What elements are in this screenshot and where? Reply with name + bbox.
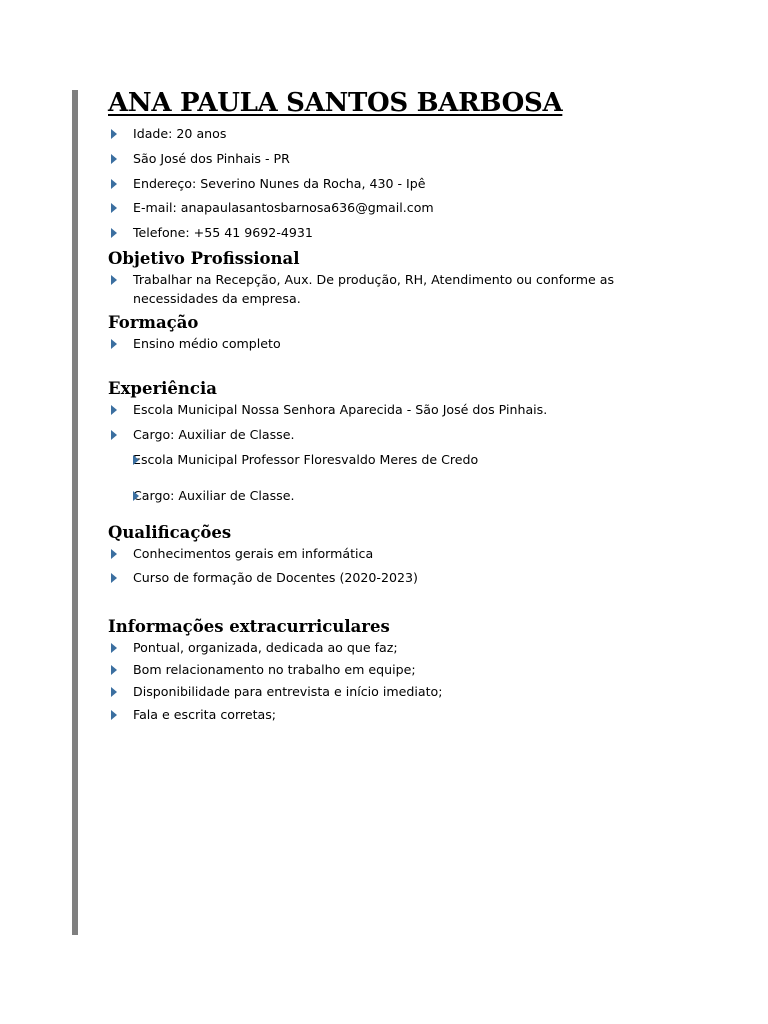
contact-city: São José dos Pinhais - PR (133, 150, 290, 166)
list-item (108, 705, 668, 724)
bullet-triangle-icon (133, 455, 139, 465)
experience-role: Cargo: Auxiliar de Classe. (133, 426, 295, 442)
left-accent-bar (72, 90, 78, 935)
bullet-triangle-icon (111, 710, 117, 720)
list-item (108, 270, 668, 308)
contact-address: Endereço: Severino Nunes da Rocha, 430 - Ipê (133, 175, 426, 191)
bullet-triangle-icon (111, 665, 117, 675)
objective-text: Trabalhar na Recepção, Aux. De produção, RH, Atendimento ou conforme as necessidades da empresa. (133, 271, 615, 306)
list-item (108, 682, 668, 701)
list-item (108, 149, 668, 168)
education-item: Ensino médio completo (133, 335, 281, 351)
bullet-triangle-icon (111, 129, 117, 139)
list-item (108, 638, 668, 657)
extracurricular-item: Bom relacionamento no trabalho em equipe; (133, 662, 416, 678)
bullet-triangle-icon (111, 275, 117, 285)
bullet-triangle-icon (111, 687, 117, 697)
extracurricular-item: Disponibilidade para entrevista e início imediato; (133, 684, 443, 700)
extracurricular-list (108, 638, 668, 724)
extracurricular-item: Pontual, organizada, dedicada ao que faz; (133, 639, 398, 655)
section-title-experience: Experiência (108, 378, 217, 398)
bullet-triangle-icon (111, 405, 117, 415)
list-item (108, 400, 668, 419)
qualification-item: Curso de formação de Docentes (2020-2023) (133, 569, 418, 585)
education-list (108, 334, 668, 353)
bullet-triangle-icon (111, 549, 117, 559)
bullet-triangle-icon (111, 643, 117, 653)
list-item (108, 544, 668, 563)
contact-list (108, 124, 668, 242)
experience-employer: Escola Municipal Professor Floresvaldo Meres de Credo (133, 451, 479, 467)
objective-list (108, 270, 668, 308)
experience-list (108, 400, 668, 444)
bullet-triangle-icon (111, 573, 117, 583)
bullet-triangle-icon (111, 203, 117, 213)
section-title-extracurricular: Informações extracurriculares (108, 616, 390, 636)
experience-employer: Escola Municipal Nossa Senhora Aparecida - São José dos Pinhais. (133, 401, 548, 417)
list-item (108, 486, 668, 505)
qualification-item: Conhecimentos gerais em informática (133, 545, 374, 561)
list-item (108, 568, 668, 587)
list-item (108, 660, 668, 679)
list-item (108, 124, 668, 143)
list-item (108, 223, 668, 242)
extracurricular-item: Fala e escrita corretas; (133, 706, 277, 722)
section-title-education: Formação (108, 312, 199, 332)
section-title-qualifications: Qualificações (108, 522, 232, 542)
contact-phone: Telefone: +55 41 9692-4931 (133, 225, 313, 241)
resume-document (108, 86, 668, 727)
section-title-objective: Objetivo Profissional (108, 248, 300, 268)
candidate-name: ANA PAULA SANTOS BARBOSA (108, 88, 563, 118)
experience-sub-list (108, 450, 668, 505)
experience-role: Cargo: Auxiliar de Classe. (133, 487, 295, 503)
contact-email: E-mail: anapaulasantosbarnosa636@gmail.com (133, 200, 434, 216)
bullet-triangle-icon (111, 430, 117, 440)
bullet-triangle-icon (111, 154, 117, 164)
bullet-triangle-icon (111, 179, 117, 189)
list-item (108, 198, 668, 217)
list-item (108, 450, 668, 469)
list-item (108, 174, 668, 193)
bullet-triangle-icon (133, 491, 139, 501)
bullet-triangle-icon (111, 339, 117, 349)
list-item (108, 334, 668, 353)
bullet-triangle-icon (111, 228, 117, 238)
list-item (108, 425, 668, 444)
contact-age: Idade: 20 anos (133, 126, 227, 141)
qualifications-list (108, 544, 668, 587)
